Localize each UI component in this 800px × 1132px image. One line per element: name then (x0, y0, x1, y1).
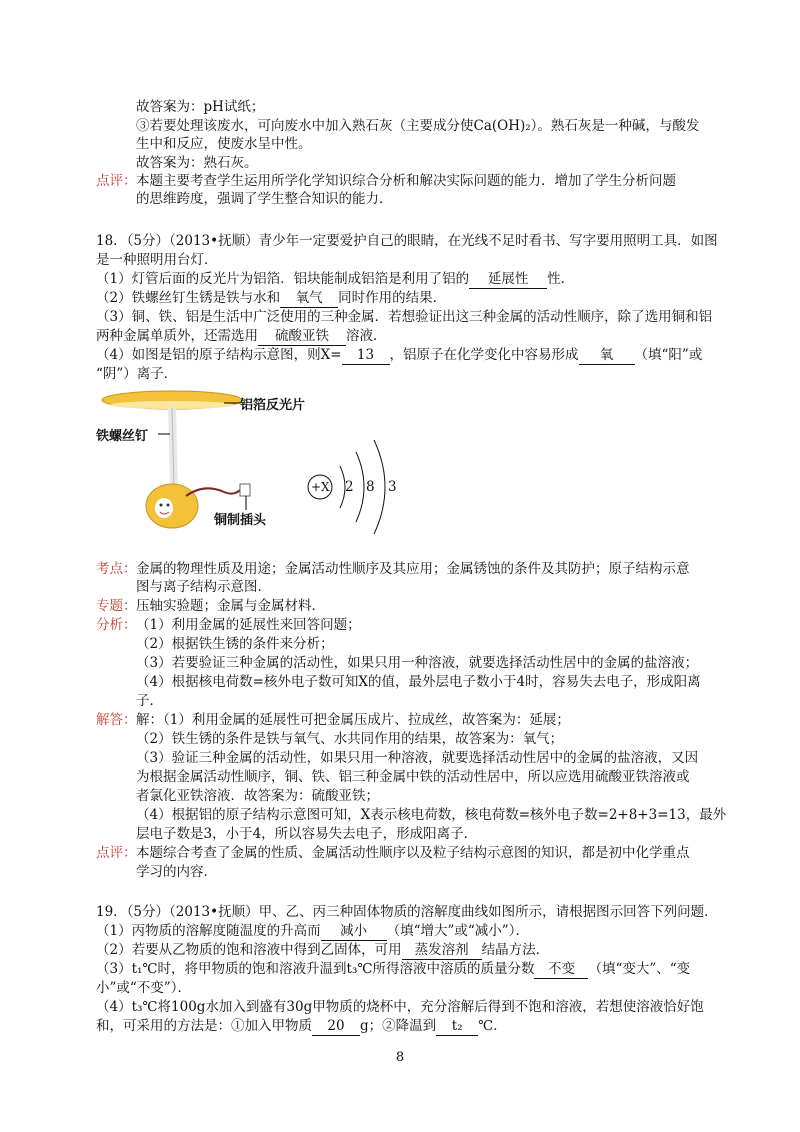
answer-blank: 不变 (534, 960, 588, 979)
answer-blank: 13 (342, 346, 390, 365)
answer-blank: 蒸发溶剂 (402, 941, 482, 960)
topic-text: 压轴实验题；金属与金属材料． (136, 598, 325, 614)
atom-nucleus-label: +X (311, 480, 330, 494)
text-line: ③若要处理该废水，可向废水中加入熟石灰（主要成分使Ca(OH)₂）。熟石灰是一种碱，与酸发 (136, 118, 700, 134)
answer-line: 故答案为：pH试纸； (136, 99, 265, 115)
question-part-3: 两种金属单质外，还需选用 硫酸亚铁 溶液． (96, 328, 387, 344)
solution-text: 层电子数是3，小于4，所以容易失去电子，形成阳离子． (136, 826, 478, 842)
atom-shell-electrons: 8 (366, 479, 375, 495)
topic-label: 专题： (96, 598, 137, 614)
question-stem: 是一种照明用台灯． (96, 252, 218, 268)
analysis-text: （4）根据核电荷数=核外电子数可知X的值，最外层电子数小于4时，容易失去电子，形成阳离 (136, 674, 701, 690)
answer-blank: 氧 (579, 346, 635, 365)
question-part-1: （1）灯管后面的反光片为铝箔．铝块能制成铝箔是利用了铝的 延展性 性． (96, 271, 575, 287)
knowledge-point-text: 图与离子结构示意图． (136, 579, 271, 595)
question-stem: 18．（5分）（2013•抚顺）青少年一定要爱护自己的眼睛，在光线不足时看书、写字要用照明工具．如图 (96, 233, 718, 249)
figure-label-plug: 铜制插头 (214, 513, 267, 528)
question-stem: 19．（5分）（2013•抚顺）甲、乙、丙三种固体物质的溶解度曲线如图所示，请根据图示回答下列问题． (96, 904, 718, 920)
answer-blank: 硫酸亚铁 (258, 327, 346, 346)
knowledge-point-label: 考点： (96, 561, 137, 577)
answer-line: 故答案为：熟石灰。 (136, 155, 258, 171)
analysis-text: （3）若要验证三种金属的活动性，如果只用一种溶液，就要选择活动性居中的金属的盐溶液； (136, 655, 699, 671)
solution-text: （2）铁生锈的条件是铁与氧气、水共同作用的结果，故答案为：氧气； (136, 731, 564, 747)
figure-label-screw: 铁螺丝钉 (96, 429, 149, 444)
review-text: 的思维跨度，强调了学生整合知识的能力． (136, 191, 393, 207)
answer-blank: 20 (312, 1017, 360, 1036)
review-label: 点评： (96, 173, 137, 189)
review-label: 点评： (96, 845, 137, 861)
answer-blank: 氧气 (280, 289, 338, 308)
page-number: 8 (395, 1050, 405, 1065)
question-part-2: （2）铁螺丝钉生锈是铁与水和 氧气 同时作用的结果． (96, 290, 447, 306)
question-part-3: （3）铜、铁、铝是生活中广泛使用的三种金属．若想验证出这三种金属的活动性顺序，除了选用铜和铝 (96, 309, 713, 325)
solution-text: 者氯化亚铁溶液．故答案为：硫酸亚铁； (136, 788, 379, 804)
atom-shell-electrons: 3 (388, 479, 397, 495)
question-part-4: 和，可采用的方法是：①加入甲物质 20 g；②降温到 t₂ ℃． (96, 1018, 507, 1034)
question-part-4: （4）如图是铝的原子结构示意图，则X= 13 ，铝原子在化学变化中容易形成 氧 （填“阳”或 (96, 347, 703, 363)
review-text: 本题主要考查学生运用所学化学知识综合分析和解决实际问题的能力．增加了学生分析问题 (136, 173, 676, 189)
question-part-2: （2）若要从乙物质的饱和溶液中得到乙固体，可用 蒸发溶剂 结晶方法． (96, 942, 550, 958)
solution-text: 为根据金属活动性顺序，铜、铁、铝三种金属中铁的活动性居中，所以应选用硫酸亚铁溶液或 (136, 769, 690, 785)
solution-text: （4）根据铝的原子结构示意图可知，X表示核电荷数，核电荷数=核外电子数=2+8+3=13，最外 (136, 807, 727, 823)
question-part-1: （1）丙物质的溶解度随温度的升高而 减小 （填“增大”或“减小”）． (96, 923, 529, 939)
answer-blank: 延展性 (469, 270, 547, 289)
knowledge-point-text: 金属的物理性质及用途；金属活动性顺序及其应用；金属锈蚀的条件及其防护；原子结构示意 (136, 561, 690, 577)
review-text: 本题综合考查了金属的性质、金属活动性顺序以及粒子结构示意图的知识，都是初中化学重点 (136, 845, 690, 861)
analysis-text: （1）利用金属的延展性来回答问题； (136, 617, 361, 633)
review-text: 学习的内容． (136, 864, 217, 880)
analysis-text: 子． (136, 693, 163, 709)
answer-blank: 减小 (321, 922, 387, 941)
solution-label: 解答： (96, 712, 137, 728)
question-part-3: 小”或“不变”）． (96, 980, 191, 996)
question-part-4: （4）t₃℃将100g水加入到盛有30g甲物质的烧杯中，充分溶解后得到不饱和溶液，若想使溶液恰好饱 (96, 999, 704, 1015)
text-line: 生中和反应，使废水呈中性。 (136, 136, 312, 152)
figure-label-foil: 铝箔反光片 (240, 398, 306, 413)
analysis-label: 分析： (96, 617, 137, 633)
question-part-4: “阴”）离子． (96, 366, 178, 382)
solution-text: （3）验证三种金属的活动性，如果只用一种溶液，就要选择活动性居中的金属的盐溶液，又因 (136, 750, 699, 766)
analysis-text: （2）根据铁生锈的条件来分析； (136, 636, 334, 652)
atom-shell-electrons: 2 (345, 479, 354, 495)
question-part-3: （3）t₁℃时，将甲物质的饱和溶液升温到t₃℃所得溶液中溶质的质量分数 不变 （填“变大”、“变 (96, 961, 691, 977)
answer-blank: t₂ (436, 1017, 478, 1036)
solution-text: 解：（1）利用金属的延展性可把金属压成片、拉成丝，故答案为：延展； (136, 712, 570, 728)
